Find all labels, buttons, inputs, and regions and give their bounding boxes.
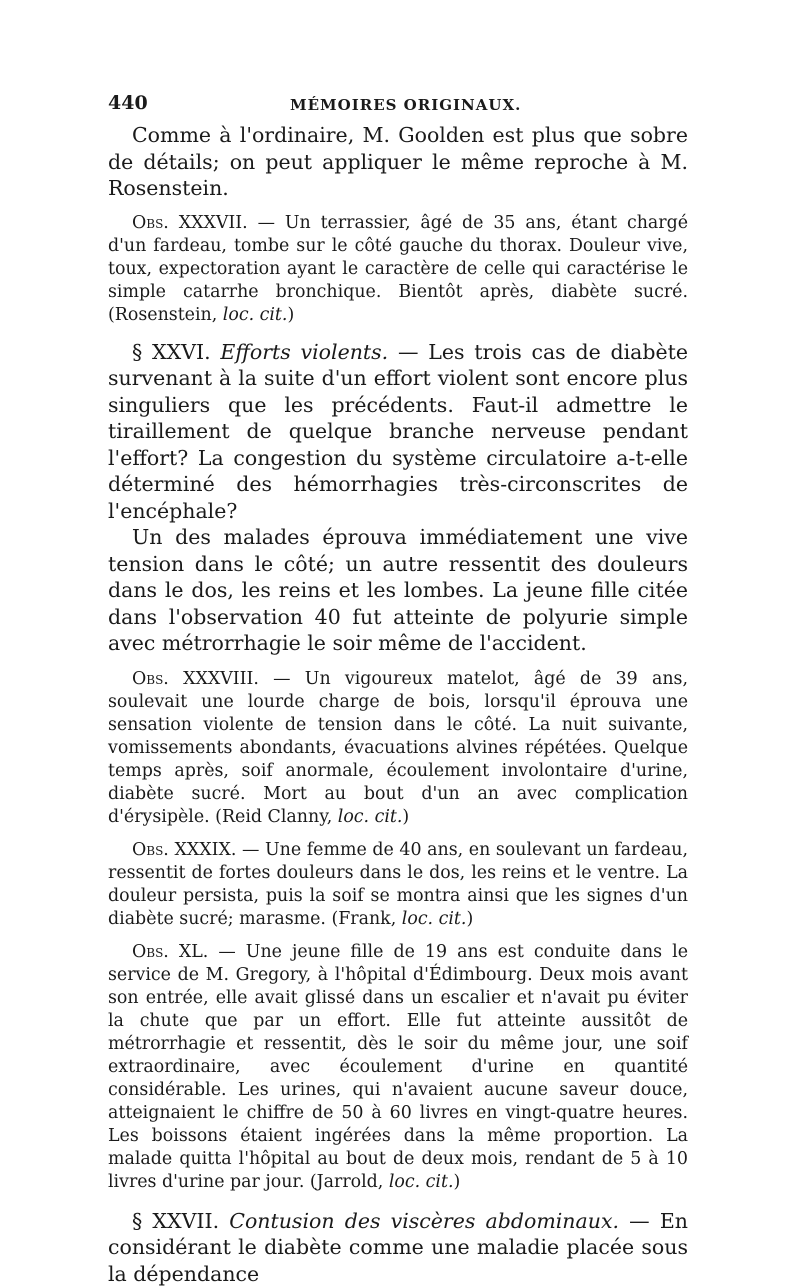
- paragraph-intro: Comme à l'ordinaire, M. Goolden est plus que sobre de détails; on peut appliquer le même reproche à M. Rosenstein.: [108, 122, 688, 202]
- observation-text: — Une femme de 40 ans, en soulevant un fardeau, ressentit de fortes douleurs dans le dos, les reins et le ventre. La douleur persista, puis la soif se montra ainsi que les signes d'un diabète sucré; marasme. (Frank,: [108, 840, 688, 929]
- citation-reference: loc. cit.: [402, 909, 467, 929]
- observation-text: — Un terrassier, âgé de 35 ans, étant chargé d'un fardeau, tombe sur le côté gauche du thorax. Douleur vive, toux, expectoration ayant le caractère de celle qui caractérise le simple catarrhe bronchique. Bientôt après, diabète sucré. (Rosenstein,: [108, 213, 688, 325]
- section-number: § XXVI.: [132, 340, 220, 364]
- section-title: Contusion des viscères abdominaux.: [229, 1209, 619, 1233]
- observation-label: Obs. XXXVIII.: [132, 669, 259, 689]
- section-27-paragraph: [108, 1208, 688, 1287]
- section-26-paragraph: [108, 339, 688, 525]
- observation-37: [108, 212, 688, 327]
- running-title: MÉMOIRES ORIGINAUX.: [290, 96, 521, 114]
- book-page: [108, 92, 688, 1287]
- observation-text: — Un vigoureux matelot, âgé de 39 ans, soulevait une lourde charge de bois, lorsqu'il éprouva une sensation violente de tension dans le côté. La nuit suivante, vomissements abondants, évacuations alvines répétées. Quelque temps après, soif anormale, écoulement involontaire d'urine, diabète sucré. Mort au bout d'un an avec complication d'érysipèle. (Reid Clanny,: [108, 669, 688, 827]
- observation-label: Obs. XL.: [132, 942, 208, 962]
- observation-label: Obs. XXXVII.: [132, 213, 248, 233]
- citation-close: ): [454, 1172, 461, 1192]
- section-26-paragraph-2: Un des malades éprouva immédiatement une vive tension dans le côté; un autre ressentit des douleurs dans le dos, les reins et les lombes. La jeune fille citée dans l'observation 40 fut atteinte de polyurie simple avec métrorrhagie le soir même de l'accident.: [108, 524, 688, 657]
- observation-text: — Une jeune fille de 19 ans est conduite dans le service de M. Gregory, à l'hôpital d'Édimbourg. Deux mois avant son entrée, elle avait glissé dans un escalier et n'avait pu éviter la chute que par un effort. Elle fut atteinte aussitôt de métrorrhagie et ressentit, dès le soir du même jour, une soif extraordinaire, avec écoulement d'urine en quantité considérable. Les urines, qui n'avaient aucune saveur douce, atteignaient le chiffre de 50 à 60 livres en vingt-quatre heures. Les boissons étaient ingérées dans la même proportion. La malade quitta l'hôpital au bout de deux mois, rendant de 5 à 10 livres d'urine par jour. (Jarrold,: [108, 942, 688, 1192]
- citation-reference: loc. cit.: [389, 1172, 454, 1192]
- citation-close: ): [466, 909, 473, 929]
- citation-close: ): [402, 807, 409, 827]
- section-text: — Les trois cas de diabète survenant à la suite d'un effort violent sont encore plus singuliers que les précédents. Faut-il admettre le tiraillement de quelque branche nerveuse pendant l'effort? La congestion du système circulatoire a-t-elle déterminé des hémorrhagies très-circonscrites de l'encéphale?: [108, 340, 688, 523]
- citation-close: ): [287, 305, 294, 325]
- page-number: 440: [108, 92, 148, 114]
- section-title: Efforts violents.: [220, 340, 388, 364]
- citation-reference: loc. cit.: [338, 807, 403, 827]
- observation-39: [108, 839, 688, 931]
- running-head: [108, 92, 688, 122]
- section-text: — En considérant le diabète comme une maladie placée sous la dépendance: [108, 1209, 688, 1286]
- section-number: § XXVII.: [132, 1209, 229, 1233]
- observation-40: [108, 941, 688, 1194]
- observation-38: [108, 668, 688, 829]
- citation-reference: loc. cit.: [223, 305, 288, 325]
- observation-label: Obs. XXXIX.: [132, 840, 236, 860]
